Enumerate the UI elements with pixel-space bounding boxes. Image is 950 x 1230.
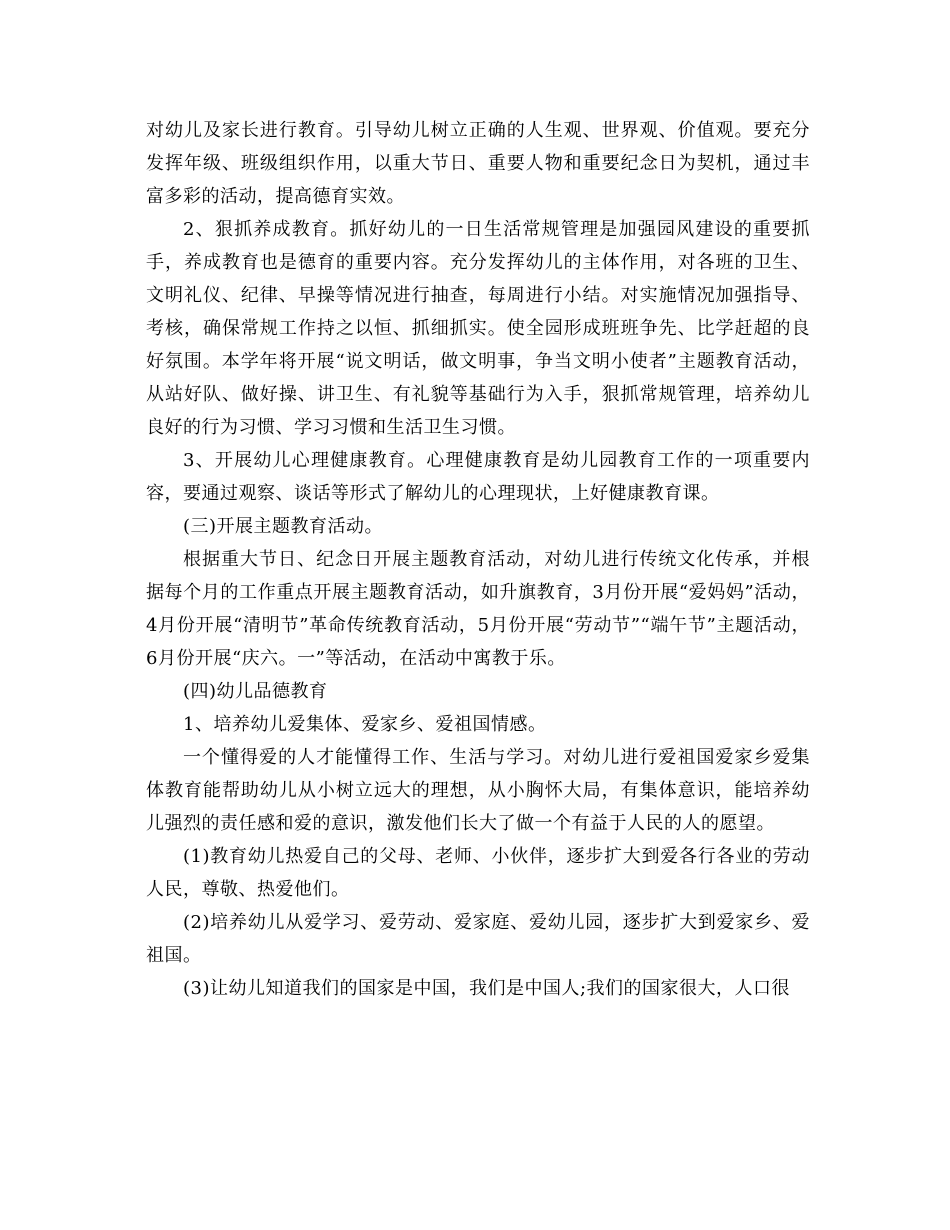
paragraph-theme-activities: 根据重大节日、纪念日开展主题教育活动，对幼儿进行传统文化传承，并根据每个月的工作重点开展主题教育活动，如升旗教育，3月份开展“爱妈妈”活动，4月份开展“清明节”革命传统教育活动，5月份开展“劳动节”“端午节”主题活动，6月份开展“庆六。一”等活动，在活动中寓教于乐。 — [146, 549, 810, 669]
list-item-1: (1)教育幼儿热爱自己的父母、老师、小伙伴，逐步扩大到爱各行各业的劳动人民，尊敬、热爱他们。 — [146, 846, 810, 900]
paragraph-love-education: 一个懂得爱的人才能懂得工作、生活与学习。对幼儿进行爱祖国爱家乡爱集体教育能帮助幼儿从小树立远大的理想，从小胸怀大局，有集体意识，能培养幼儿强烈的责任感和爱的意识，激发他们长大了做一个有益于人民的人的愿望。 — [146, 747, 810, 834]
list-item-2: (2)培养幼儿从爱学习、爱劳动、爱家庭、爱幼儿园，逐步扩大到爱家乡、爱祖国。 — [146, 912, 810, 966]
section-heading-moral-education: (四)幼儿品德教育 — [183, 681, 328, 702]
section-heading-theme-activities: (三)开展主题教育活动。 — [183, 516, 384, 537]
paragraph-mental-health: 3、开展幼儿心理健康教育。心理健康教育是幼儿园教育工作的一项重要内容，要通过观察、谈话等形式了解幼儿的心理现状，上好健康教育课。 — [146, 450, 810, 504]
paragraph-continuation: 对幼儿及家长进行教育。引导幼儿树立正确的人生观、世界观、价值观。要充分发挥年级、班级组织作用，以重大节日、重要人物和重要纪念日为契机，通过丰富多彩的活动，提高德育实效。 — [146, 120, 810, 207]
document-body — [146, 114, 810, 1005]
paragraph-habit-education: 2、狠抓养成教育。抓好幼儿的一日生活常规管理是加强园风建设的重要抓手，养成教育也是德育的重要内容。充分发挥幼儿的主体作用，对各班的卫生、文明礼仪、纪律、早操等情况进行抽查，每周进行小结。对实施情况加强指导、考核，确保常规工作持之以恒、抓细抓实。使全园形成班班争先、比学赶超的良好氛围。本学年将开展“说文明话，做文明事，争当文明小使者”主题教育活动，从站好队、做好操、讲卫生、有礼貌等基础行为入手，狠抓常规管理，培养幼儿良好的行为习惯、学习习惯和生活卫生习惯。 — [146, 219, 810, 438]
list-item-3: (3)让幼儿知道我们的国家是中国，我们是中国人;我们的国家很大，人口很 — [183, 978, 791, 999]
subheading-love-collective: 1、培养幼儿爱集体、爱家乡、爱祖国情感。 — [183, 714, 547, 735]
